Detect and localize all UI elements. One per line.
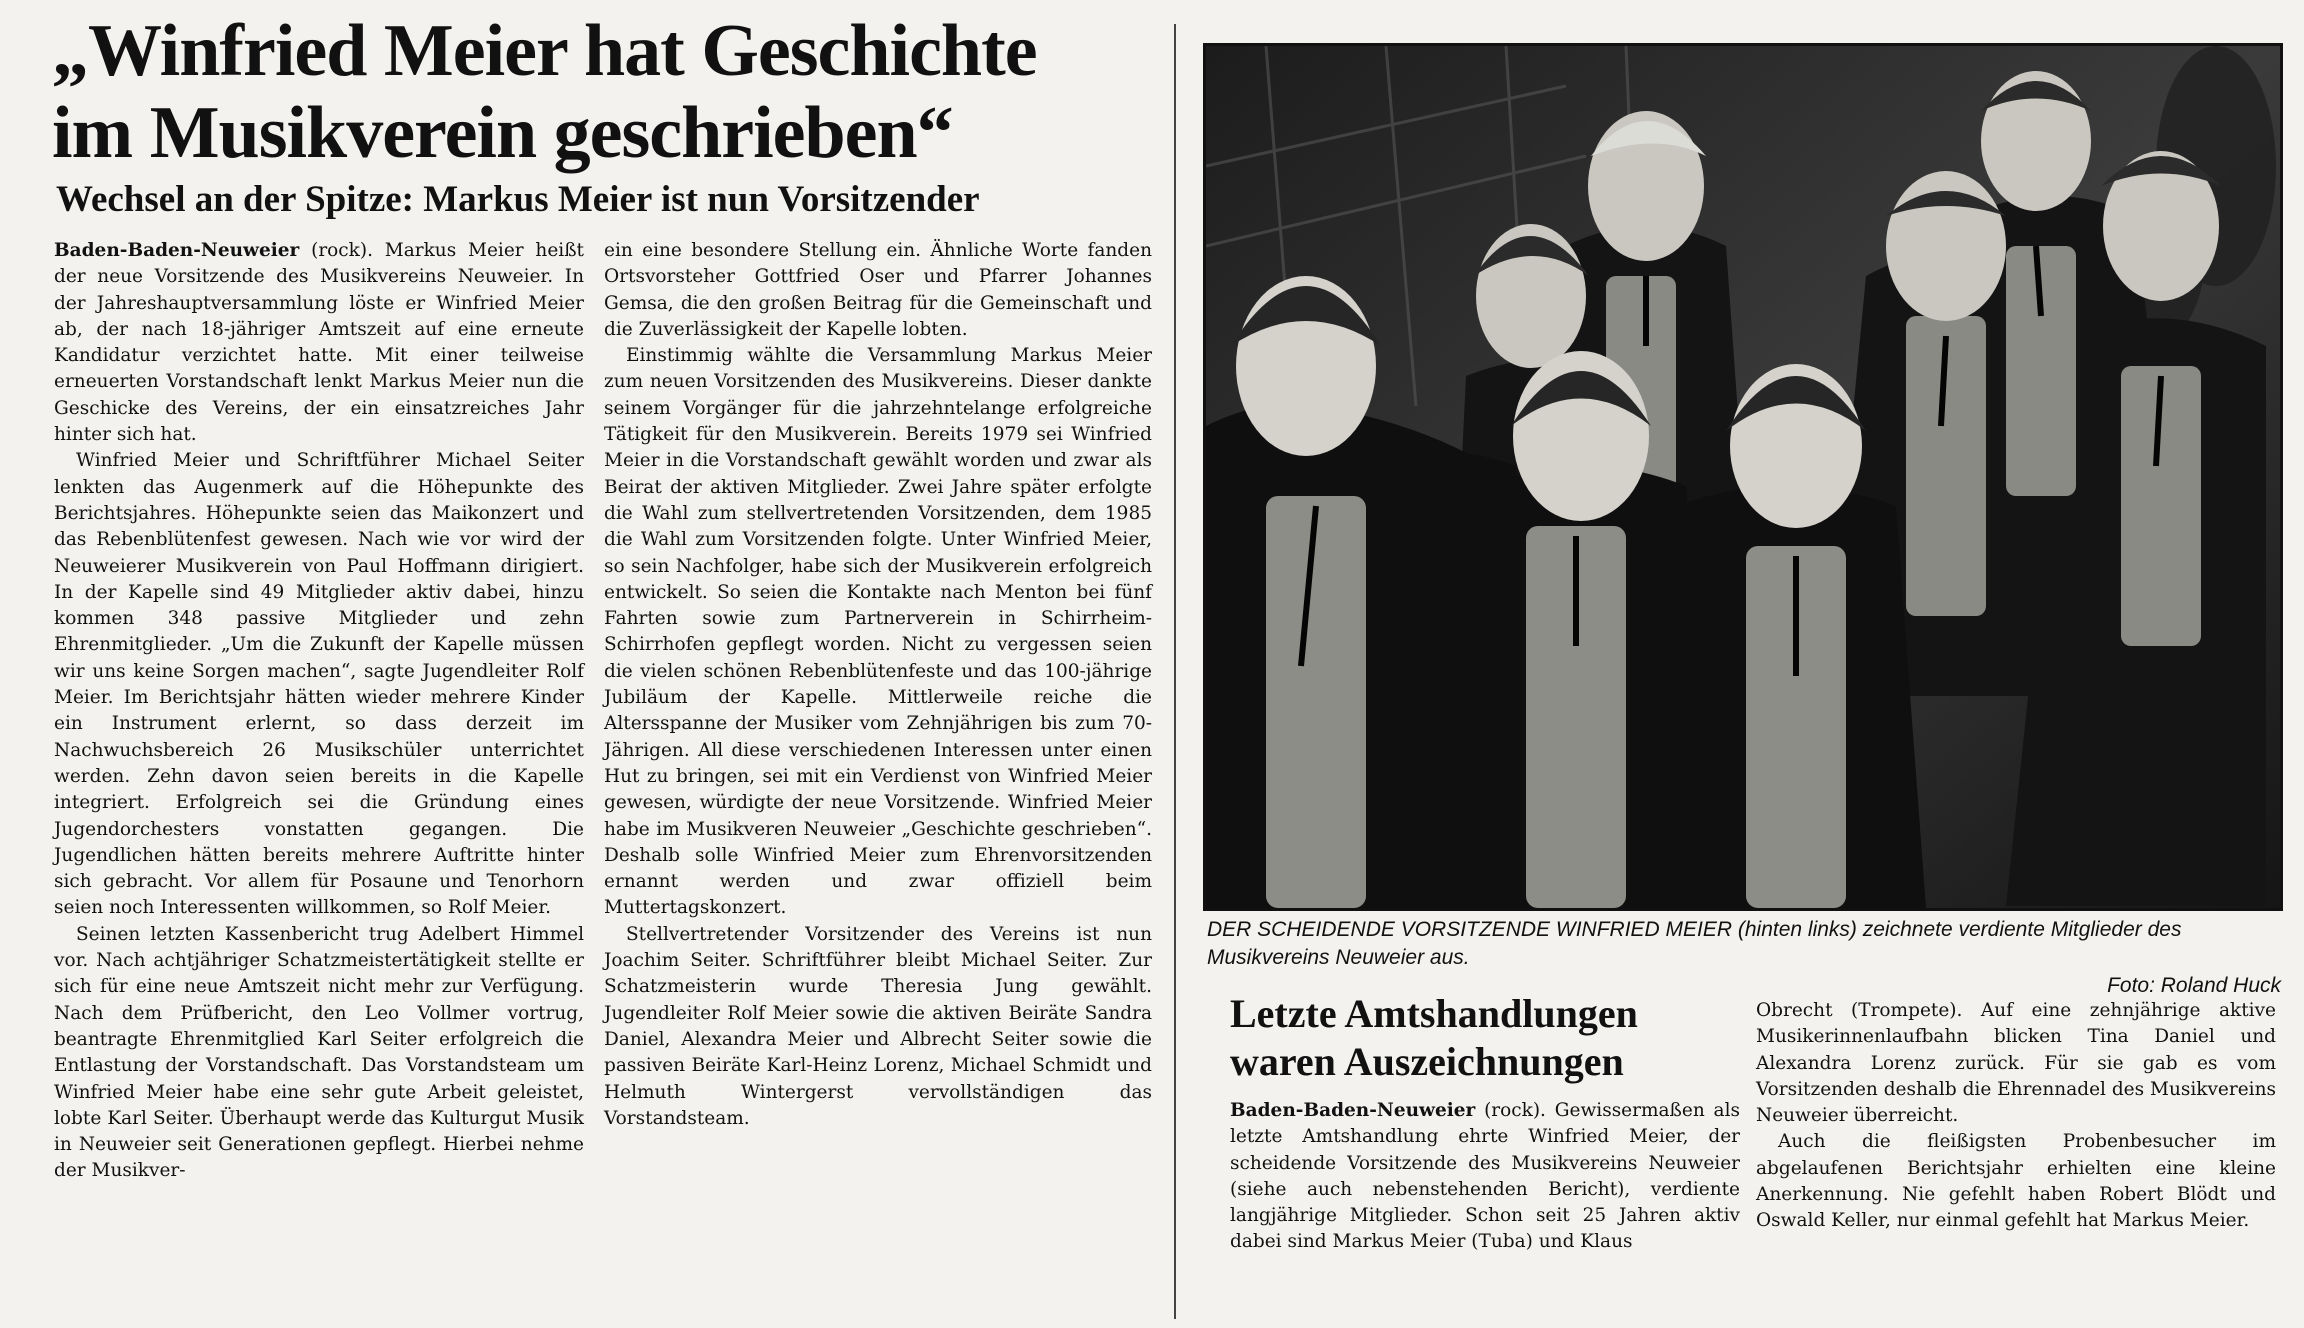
headline-line-2: im Musikverein geschrieben“	[52, 92, 953, 174]
column-divider	[1174, 24, 1176, 1319]
group-photo	[1203, 43, 2283, 911]
sidebar-column-1	[1230, 1098, 1740, 1256]
sidebar-paragraph: Obrecht (Trompete). Auf eine zehnjährige aktive Musikerinnenlaufbahn blicken Tina Daniel und Alexandra Lorenz zurück. Für sie gab es vom Vorsitzenden deshalb die Ehrennadel des Musikvereins Neuweier überreicht.	[1756, 1000, 2276, 1127]
dateline: Baden-Baden-Neuweier	[54, 240, 300, 261]
photo-caption	[1207, 916, 2281, 1000]
sidebar-headline	[1230, 990, 1770, 1086]
photo-credit: Foto: Roland Huck	[2107, 974, 2281, 997]
sidebar-headline-line-1: Letzte Amtshandlungen	[1230, 991, 1638, 1036]
sidebar-paragraph: Auch die fleißigsten Probenbesucher im abgelaufenen Berichtsjahr erhielten eine kleine Anerkennung. Nie gefehlt haben Robert Blödt und Oswald Keller, nur einmal gefehlt hat Markus Meier.	[1756, 1131, 2276, 1232]
paragraph-text: (rock). Markus Meier heißt der neue Vorsitzende des Musikvereins Neuweier. In der Jahreshauptversammlung löste er Winfried Meier ab, der nach 18-jähriger Amtszeit auf eine erneute Kandidatur verzichtet hatte. Mit einer teilweise erneuerten Vorstandschaft lenkt Markus Meier nun die Geschicke des Vereins, der ein einsatzreiches Jahr hinter sich hat.	[54, 240, 584, 446]
article-paragraph: Winfried Meier und Schriftführer Michael Seiter lenkten das Augenmerk auf die Höhepunkte des Berichtsjahres. Höhepunkte seien das Maikonzert und das Rebenblütenfest gewesen. Nach wie vor wird der Neuweierer Musikverein von Paul Hoffmann dirigiert. In der Kapelle sind 49 Mitglieder aktiv dabei, hinzu kommen 348 passive Mitglieder und zehn Ehrenmitglieder. „Um die Zukunft der Kapelle müssen wir uns keine Sorgen machen“, sagte Jugendleiter Rolf Meier. Im Berichtsjahr hätten wieder mehrere Kinder ein Instrument erlernt, so dass derzeit im Nachwuchsbereich 26 Musikschüler unterrichtet werden. Zehn davon seien bereits in die Kapelle integriert. Erfolgreich sei die Gründung eines Jugendorchesters vonstatten gegangen. Die Jugendlichen hätten bereits mehrere Auftritte hinter sich gebracht. Vor allem für Posaune und Tenorhorn seien noch Interessenten willkommen, so Rolf Meier.	[54, 450, 584, 919]
sidebar-column-2	[1756, 998, 2276, 1235]
sub-headline: Wechsel an der Spitze: Markus Meier ist nun Vorsitzender	[56, 179, 980, 220]
main-headline	[52, 10, 1152, 174]
headline-line-1: „Winfried Meier hat Geschichte	[52, 10, 1037, 92]
paragraph-text: (rock). Gewissermaßen als letzte Amtshandlung ehrte Winfried Meier, der scheidende Vorsitzende des Musikvereins Neuweier (siehe auch nebenstehenden Bericht), verdiente langjährige Mitglieder. Schon seit 25 Jahren aktiv dabei sind Markus Meier (Tuba) und Klaus	[1230, 1100, 1740, 1253]
sidebar-paragraph	[1230, 1098, 1740, 1256]
article-column-1	[54, 238, 584, 1185]
article-paragraph: ein eine besondere Stellung ein. Ähnliche Worte fanden Ortsvorsteher Gottfried Oser und Pfarrer Johannes Gemsa, die den großen Beitrag für die Gemeinschaft und die Zuverlässigkeit der Kapelle lobten.	[604, 240, 1152, 340]
article-paragraph: Seinen letzten Kassenbericht trug Adelbert Himmel vor. Nach achtjähriger Schatzmeistertätigkeit stellte er sich für eine neue Amtszeit nicht mehr zur Verfügung. Nach dem Prüfbericht, den Leo Vollmer vortrug, beantragte Ehrenmitglied Karl Seiter erfolgreich die Entlastung der Vorstandschaft. Das Vorstandsteam um Winfried Meier habe eine sehr gute Arbeit geleistet, lobte Karl Seiter. Überhaupt werde das Kulturgut Musik in Neuweier seit Generationen gepflegt. Hierbei nehme der Musikver-	[54, 923, 584, 1182]
article-column-2	[604, 238, 1152, 1132]
group-photo-illustration	[1206, 46, 2280, 908]
sidebar-dateline: Baden-Baden-Neuweier	[1230, 1100, 1476, 1121]
sidebar-headline-line-2: waren Auszeichnungen	[1230, 1039, 1624, 1084]
article-paragraph: Stellvertretender Vorsitzender des Vereins ist nun Joachim Seiter. Schriftführer bleibt Michael Seiter. Zur Schatzmeisterin wurde Theresia Jung gewählt. Jugendleiter Rolf Meier sowie die aktiven Beiräte Sandra Daniel, Alexandra Meier und Albrecht Seiter sowie die passiven Beiräte Karl-Heinz Lorenz, Michael Schmidt und Helmuth Wintergerst vervollständigen das Vorstandsteam.	[604, 923, 1152, 1129]
caption-text: DER SCHEIDENDE VORSITZENDE WINFRIED MEIER (hinten links) zeichnete verdiente Mitglieder des Musikvereins Neuweier aus.	[1207, 918, 2182, 969]
article-paragraph: Einstimmig wählte die Versammlung Markus Meier zum neuen Vorsitzenden des Musikvereins. Dieser dankte seinem Vorgänger für die jahrzehntelange erfolgreiche Tätigkeit für den Musikverein. Bereits 1979 sei Winfried Meier in die Vorstandschaft gewählt worden und zwar als Beirat der aktiven Mitglieder. Zwei Jahre später erfolgte die Wahl zum stellvertretenden Vorsitzenden, dem 1985 die Wahl zum Vorsitzenden folgte. Unter Winfried Meier, so sein Nachfolger, habe sich der Musikverein erfolgreich entwickelt. So seien die Kontakte nach Menton bei fünf Fahrten sowie zum Partnerverein in Schirrheim-Schirrhofen gepflegt worden. Nicht zu vergessen seien die vielen schönen Rebenblütenfeste und das 100-jährige Jubiläum der Kapelle. Mittlerweile reiche die Altersspanne der Musiker vom Zehnjährigen bis zum 70-Jährigen. All diese verschiedenen Interessen unter einen Hut zu bringen, sei mit ein Verdienst von Winfried Meier gewesen, würdigte der neue Vorsitzende. Winfried Meier habe im Musikveren Neuweier „Geschichte geschrieben“. Deshalb solle Winfried Meier zum Ehrenvorsitzenden ernannt werden und zwar offiziell beim Muttertagskonzert.	[604, 345, 1152, 919]
article-paragraph	[54, 238, 584, 448]
